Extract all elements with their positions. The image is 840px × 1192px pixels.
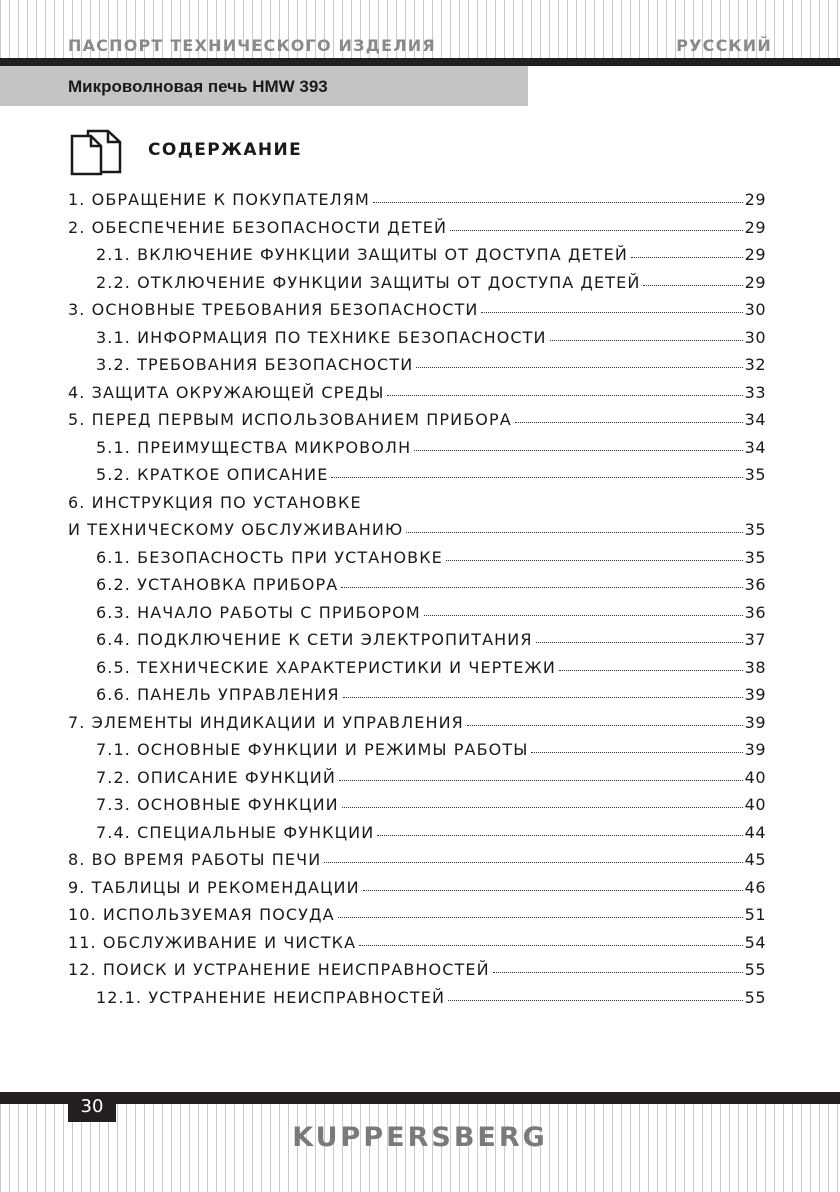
toc-entry-title: 8. ВО ВРЕМЯ РАБОТЫ ПЕЧИ <box>68 850 322 869</box>
toc-entry <box>68 846 766 874</box>
toc-leader-dots <box>550 339 743 341</box>
toc-leader-dots <box>424 614 743 616</box>
table-of-contents <box>68 186 766 1011</box>
toc-entry <box>68 819 766 847</box>
header-divider <box>0 58 840 66</box>
toc-entry-page: 55 <box>744 960 766 979</box>
toc-entry-page: 30 <box>744 300 766 319</box>
toc-leader-dots <box>363 889 743 891</box>
toc-entry <box>68 626 766 654</box>
toc-entry-page: 29 <box>744 217 766 237</box>
toc-entry <box>68 241 766 269</box>
toc-leader-dots <box>446 559 743 561</box>
toc-entry <box>68 599 766 627</box>
toc-entry-title: 7.1. ОСНОВНЫЕ ФУНКЦИИ И РЕЖИМЫ РАБОТЫ <box>96 740 529 759</box>
toc-entry <box>68 984 766 1012</box>
toc-entry-page: 45 <box>744 850 766 869</box>
toc-leader-dots <box>343 696 743 698</box>
product-name: Микроволновая печь HMW 393 <box>68 77 328 96</box>
toc-entry-title: 7.4. СПЕЦИАЛЬНЫЕ ФУНКЦИИ <box>96 822 375 842</box>
toc-leader-dots <box>531 751 742 753</box>
toc-entry-title: 6.3. НАЧАЛО РАБОТЫ С ПРИБОРОМ <box>96 602 421 622</box>
toc-entry-page: 38 <box>744 657 766 677</box>
toc-leader-dots <box>559 669 743 671</box>
toc-entry-page: 44 <box>744 822 766 842</box>
toc-entry <box>68 791 766 819</box>
page-number: 30 <box>68 1092 116 1122</box>
toc-entry-title: 6.5. ТЕХНИЧЕСКИЕ ХАРАКТЕРИСТИКИ И ЧЕРТЕЖИ <box>96 657 556 677</box>
document-icon <box>68 128 124 176</box>
toc-entry-title: 3.2. ТРЕБОВАНИЯ БЕЗОПАСНОСТИ <box>96 355 414 374</box>
toc-entry-page: 32 <box>744 355 766 374</box>
toc-leader-dots <box>467 724 743 726</box>
toc-entry-page: 29 <box>744 272 766 292</box>
toc-entry-title: 6.1. БЕЗОПАСНОСТЬ ПРИ УСТАНОВКЕ <box>96 547 443 567</box>
brand-logo: KUPPERSBERG <box>292 1122 548 1153</box>
toc-entry-page: 39 <box>744 685 766 704</box>
toc-entry <box>68 764 766 792</box>
toc-entry <box>68 406 766 434</box>
toc-entry-title: 2.1. ВКЛЮЧЕНИЕ ФУНКЦИИ ЗАЩИТЫ ОТ ДОСТУПА ДЕТЕЙ <box>96 245 628 264</box>
toc-entry <box>68 351 766 379</box>
toc-entry <box>68 269 766 297</box>
toc-entry-title: 9. ТАБЛИЦЫ И РЕКОМЕНДАЦИИ <box>68 877 360 897</box>
toc-leader-dots <box>536 641 743 643</box>
toc-entry <box>68 654 766 682</box>
toc-leader-dots <box>341 586 742 588</box>
toc-entry-page: 51 <box>744 905 766 924</box>
toc-entry-title: 1. ОБРАЩЕНИЕ К ПОКУПАТЕЛЯМ <box>68 190 370 209</box>
toc-leader-dots <box>359 944 743 946</box>
toc-entry-title: 5. ПЕРЕД ПЕРВЫМ ИСПОЛЬЗОВАНИЕМ ПРИБОРА <box>68 410 512 429</box>
toc-entry-page: 34 <box>744 410 766 429</box>
toc-entry <box>68 461 766 489</box>
toc-entry <box>68 709 766 737</box>
toc-entry <box>68 874 766 902</box>
toc-entry-title: 7.2. ОПИСАНИЕ ФУНКЦИЙ <box>96 767 336 787</box>
footer-divider <box>0 1092 840 1104</box>
toc-entry <box>68 186 766 214</box>
toc-entry <box>68 489 766 517</box>
toc-leader-dots <box>406 531 742 533</box>
toc-entry <box>68 379 766 407</box>
toc-leader-dots <box>414 449 742 451</box>
contents-title: СОДЕРЖАНИЕ <box>148 140 303 160</box>
toc-entry-title: 12.1. УСТРАНЕНИЕ НЕИСПРАВНОСТЕЙ <box>96 987 446 1007</box>
toc-entry-page: 30 <box>744 327 766 347</box>
toc-entry <box>68 929 766 957</box>
toc-entry <box>68 516 766 544</box>
toc-leader-dots <box>324 861 742 863</box>
toc-entry-title: 2. ОБЕСПЕЧЕНИЕ БЕЗОПАСНОСТИ ДЕТЕЙ <box>68 217 448 237</box>
toc-entry-title: 5.2. КРАТКОЕ ОПИСАНИЕ <box>96 465 329 484</box>
toc-leader-dots <box>338 916 743 918</box>
toc-entry <box>68 736 766 764</box>
toc-entry-page: 46 <box>744 877 766 897</box>
toc-entry-title: 7.3. ОСНОВНЫЕ ФУНКЦИИ <box>96 795 339 814</box>
toc-entry <box>68 571 766 599</box>
language-label: РУССКИЙ <box>676 36 772 55</box>
toc-entry-page: 40 <box>744 795 766 814</box>
toc-entry <box>68 544 766 572</box>
toc-leader-dots <box>373 201 743 203</box>
toc-entry-page: 36 <box>744 602 766 622</box>
toc-entry <box>68 681 766 709</box>
toc-entry-title: 11. ОБСЛУЖИВАНИЕ И ЧИСТКА <box>68 932 357 952</box>
toc-entry-title: 6.2. УСТАНОВКА ПРИБОРА <box>96 575 339 594</box>
toc-entry-title: 4. ЗАЩИТА ОКРУЖАЮЩЕЙ СРЕДЫ <box>68 382 385 402</box>
toc-leader-dots <box>339 779 743 781</box>
document-type-title: ПАСПОРТ ТЕХНИЧЕСКОГО ИЗДЕЛИЯ <box>68 36 436 55</box>
toc-leader-dots <box>342 806 743 808</box>
toc-entry-page: 39 <box>744 712 766 732</box>
toc-entry-title: 3. ОСНОВНЫЕ ТРЕБОВАНИЯ БЕЗОПАСНОСТИ <box>68 300 479 319</box>
toc-entry-title: 6.4. ПОДКЛЮЧЕНИЕ К СЕТИ ЭЛЕКТРОПИТАНИЯ <box>96 630 533 649</box>
toc-leader-dots <box>377 834 742 836</box>
contents-heading <box>68 128 468 176</box>
toc-entry-page: 35 <box>744 520 766 539</box>
toc-entry-page: 33 <box>744 382 766 402</box>
product-bar <box>0 66 528 106</box>
toc-entry-title: 10. ИСПОЛЬЗУЕМАЯ ПОСУДА <box>68 905 335 924</box>
toc-entry-page: 35 <box>744 465 766 484</box>
toc-leader-dots <box>416 366 742 368</box>
toc-entry <box>68 296 766 324</box>
toc-entry-title: 3.1. ИНФОРМАЦИЯ ПО ТЕХНИКЕ БЕЗОПАСНОСТИ <box>96 327 547 347</box>
toc-entry <box>68 324 766 352</box>
toc-entry-page: 54 <box>744 932 766 952</box>
toc-entry-page: 34 <box>744 437 766 457</box>
toc-leader-dots <box>387 394 742 396</box>
toc-entry-page: 37 <box>744 630 766 649</box>
toc-leader-dots <box>631 256 743 258</box>
toc-leader-dots <box>515 421 743 423</box>
toc-entry <box>68 956 766 984</box>
toc-entry-page: 29 <box>744 190 766 209</box>
toc-entry-page: 40 <box>744 767 766 787</box>
toc-entry-page: 55 <box>744 987 766 1007</box>
toc-leader-dots <box>493 971 743 973</box>
toc-entry-page: 29 <box>744 245 766 264</box>
toc-entry <box>68 214 766 242</box>
toc-entry-title: 7. ЭЛЕМЕНТЫ ИНДИКАЦИИ И УПРАВЛЕНИЯ <box>68 712 464 732</box>
toc-leader-dots <box>643 284 742 286</box>
toc-entry-title: 5.1. ПРЕИМУЩЕСТВА МИКРОВОЛН <box>96 437 412 457</box>
toc-entry-title: 12. ПОИСК И УСТРАНЕНИЕ НЕИСПРАВНОСТЕЙ <box>68 960 490 979</box>
toc-leader-dots <box>448 999 743 1001</box>
toc-entry-page: 35 <box>744 547 766 567</box>
toc-entry <box>68 901 766 929</box>
toc-entry-title: И ТЕХНИЧЕСКОМУ ОБСЛУЖИВАНИЮ <box>68 520 404 539</box>
toc-entry-title: 6.6. ПАНЕЛЬ УПРАВЛЕНИЯ <box>96 685 340 704</box>
toc-entry-page: 39 <box>744 740 766 759</box>
toc-leader-dots <box>450 229 743 231</box>
toc-leader-dots <box>481 311 742 313</box>
toc-leader-dots <box>331 476 742 478</box>
toc-entry-title: 2.2. ОТКЛЮЧЕНИЕ ФУНКЦИИ ЗАЩИТЫ ОТ ДОСТУПА ДЕТЕЙ <box>96 272 641 292</box>
toc-entry-title: 6. ИНСТРУКЦИЯ ПО УСТАНОВКЕ <box>68 492 362 512</box>
toc-entry <box>68 434 766 462</box>
toc-entry-page: 36 <box>744 575 766 594</box>
